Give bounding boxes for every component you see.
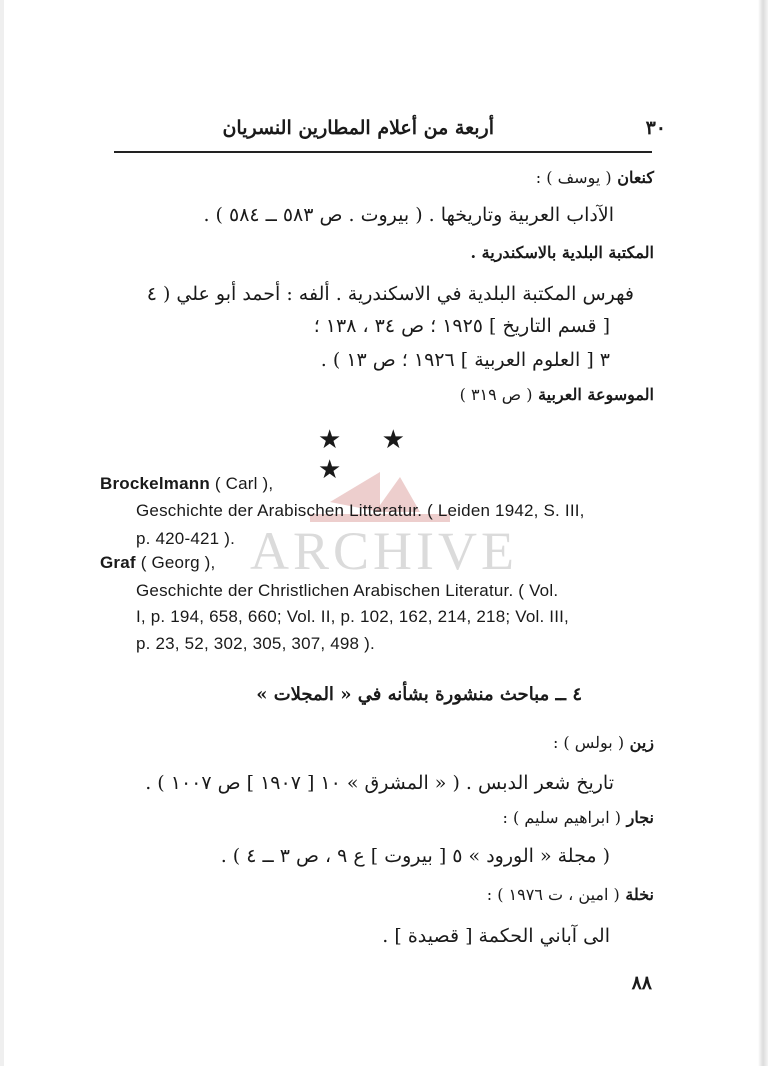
header-rule <box>114 151 652 153</box>
bibliography-line: Geschichte der Christlichen Arabischen Literatur. ( Vol. <box>136 581 559 600</box>
bibliography-line: Geschichte der Arabischen Litteratur. ( Leiden 1942, S. III, <box>136 501 585 520</box>
bibliography-line: [ قسم التاريخ ] ١٩٢٥ ؛ ص ٣٤ ، ١٣٨ ؛ <box>313 315 610 337</box>
bibliography-author: زين ( بولس ) : <box>552 733 654 752</box>
bibliography-author: المكتبة البلدية بالاسكندرية . <box>470 243 654 262</box>
bibliography-author: كنعان ( يوسف ) : <box>535 168 654 187</box>
page-edge <box>0 0 4 1066</box>
bibliography-line: p. 23, 52, 302, 305, 307, 498 ). <box>136 634 375 653</box>
page-edge-shadow <box>758 0 768 1066</box>
bibliography-line: ( مجلة « الورود » ٥ [ بيروت ] ع ٩ ، ص ٣ ــ ٤ ) . <box>220 845 610 867</box>
bibliography-line: فهرس المكتبة البلدية في الاسكندرية . ألفه : أحمد أبو علي ( ٤ <box>146 283 634 305</box>
bibliography-line: الى آباني الحكمة [ قصيدة ] . <box>382 925 610 947</box>
bibliography-line: ٣ [ العلوم العربية ] ١٩٢٦ ؛ ص ١٣ ) . <box>320 349 610 371</box>
bibliography-line: تاريخ شعر الدبس . ( « المشرق » ١٠ [ ١٩٠٧ ] ص ١٠٠٧ ) . <box>145 772 614 794</box>
section-heading: ٤ ــ مباحث منشورة بشأنه في « المجلات » <box>256 684 582 705</box>
bibliography-line: الآداب العربية وتاريخها . ( بيروت . ص ٥٨٣ ــ ٥٨٤ ) . <box>203 204 614 226</box>
bibliography-author-latin: Brockelmann ( Carl ), <box>100 474 274 493</box>
running-header-title: أربعة من أعلام المطارين النسريان <box>222 117 494 139</box>
bibliography-line: I, p. 194, 658, 660; Vol. II, p. 102, 162, 214, 218; Vol. III, <box>136 607 569 626</box>
bibliography-author-latin: Graf ( Georg ), <box>100 553 216 572</box>
bibliography-author: نجار ( ابراهيم سليم ) : <box>502 808 654 827</box>
bibliography-author: الموسوعة العربية ( ص ٣١٩ ) <box>459 385 654 404</box>
footer-page-number: ٨٨ <box>631 972 652 994</box>
bibliography-author: نخلة ( امين ، ت ١٩٧٦ ) : <box>486 885 654 904</box>
bibliography-line: p. 420-421 ). <box>136 529 235 548</box>
watermark-text: ARCHIVE <box>250 521 518 581</box>
header-page-number: ٣٠ <box>645 117 666 139</box>
stars-separator: ★ ★ ★ <box>318 425 421 485</box>
